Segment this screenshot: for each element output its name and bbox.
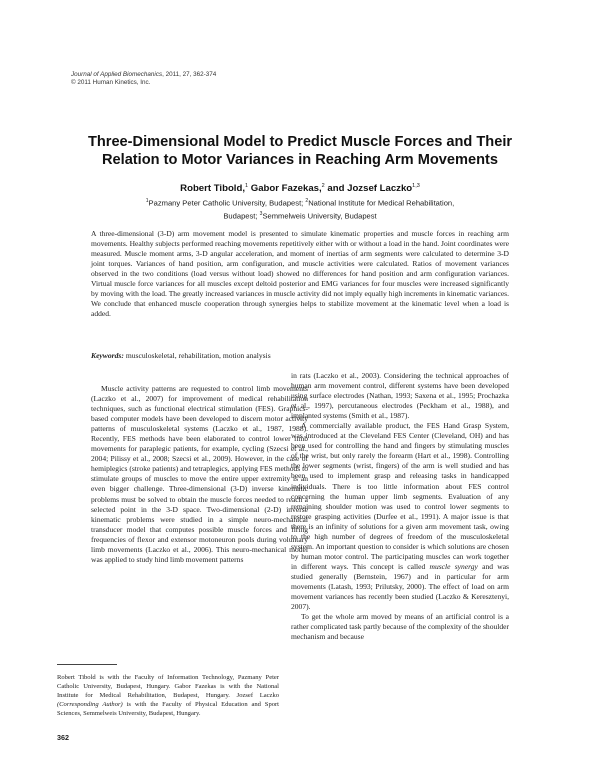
copyright: © 2011 Human Kinetics, Inc. xyxy=(71,79,151,87)
author-list xyxy=(60,183,540,194)
affiliations xyxy=(100,196,500,221)
keywords xyxy=(91,351,509,360)
abstract: A three-dimensional (3-D) arm movement model is presented to simulate kinematic properties and muscle forces in reaching arm movements. Healthy subjects performed reaching movements repetitively either with or without a load in the hand. Joint coordinates were measured. Muscle moment arms, 3-D angular acceleration, and moment of inertias of arm segments were calculated to determine 3-D joint torques. Variances of hand position, arm configuration, and muscle activities were calculated. Ratios of movement variances observed in the two conditions (load versus without load) showed no differences for hand position and arm configuration variances. Virtual muscle force variances for all muscles except deltoid posterior and EMG variances for four muscles were increased significantly by moving with the load. The greatly increased variances in muscle activity did not imply equally high increments in kinematic variances. We conclude that enhanced muscle cooperation through synergies helps to stabilize movement at the kinematic level when a load is added. xyxy=(91,229,509,319)
affil-sup-2: 2 xyxy=(305,198,309,204)
title-line-2: Relation to Motor Variances in Reaching Arm Movements xyxy=(101,152,498,168)
right-paragraph-2b: and was studied generally (Bernstein, 1967) and in particular for arm movements (Latash, 1993; Prilutsky, 2000). The effect of load on arm movement variances has recently been studied (Laczko & Keresztenyi, 2007). xyxy=(291,561,509,612)
keywords-label: Keywords: xyxy=(91,351,124,360)
footnote-rule xyxy=(57,664,117,665)
right-paragraph-2a: A commercially available product, the FES Hand Grasp System, was introduced at the Cleveland FES Center (Cleveland, OH) and has been used for controlling the hand and fingers by stimulating muscles of the wrist, but only rarely the forearm (Hart et al., 1998). Controlling the lower segments (wrist, fingers) of the arm is well studied and has been used to implement grasp and releasing tasks in handicapped individuals. There is too little information about FES control concerning the human upper limb segments. Evaluation of any remaining shoulder motion was used to control lower segments to restore grasping activities (Durfee et al., 1991). A major issue is that there is an infinity of solutions for a given arm movement task, owing to the high number of degrees of freedom of the musculoskeletal system. An important question to consider is which solutions are chosen by human motor control. The participating muscles can work together in different ways. This concept is called xyxy=(291,421,509,571)
page-number: 362 xyxy=(57,733,69,742)
author-footnote xyxy=(57,673,279,718)
journal-name: Journal of Applied Biomechanics xyxy=(71,71,163,78)
affiliation-line-2 xyxy=(100,209,500,222)
muscle-synergy-term: muscle synergy xyxy=(429,561,478,571)
footnote-part-2: is with the Faculty of Physical Education and Sport Sciences, Semmelweis University, Budapest, Hungary. xyxy=(57,701,279,717)
left-column xyxy=(91,384,308,565)
author-2: Gabor Fazekas, xyxy=(250,183,322,195)
corresponding-author-label: (Corresponding Author) xyxy=(57,701,123,708)
affil-sup-3: 3 xyxy=(259,210,263,217)
right-paragraph-2 xyxy=(291,421,509,612)
affiliation-1: Pazmany Peter Catholic University, Budapest; xyxy=(148,198,304,208)
title-line-1: Three-Dimensional Model to Predict Muscle Forces and Their xyxy=(87,134,513,150)
footnote-part-1: Robert Tibold is with the Faculty of Information Technology, Pazmany Peter Catholic University, Budapest, Hungary. Gabor Fazekas is with the National Institute for Medical Rehabilitation, Budapest, Hungary. Jozsef Laczko xyxy=(57,674,279,699)
left-paragraph-1: Muscle activity patterns are requested to control limb movements (Laczko et al., 2007) for improvement of medical rehabilitation techniques, such as functional electrical stimulation (FES). Graphics-based computer models have been developed to discern motor activity patterns of musculoskeletal systems (Laczko et al., 1987, 1988). Recently, FES methods have been elaborated to control lower limb movements for paraplegic patients, for example, cycling (Szecsi et al., 2004; Pilissy et al., 2008; Szecsi et al., 2009). However, in the case of hemiplegics (stroke patients) and tetraplegics, applying FES methods to stimulate groups of muscles to move the entire upper extremity is an even bigger challenge. Three-dimensional (3-D) inverse kinematic problems must be solved to obtain the muscle forces needed to reach a selected point in the 3-D space. Two-dimensional (2-D) inverse kinematic problems were studied in a simple neuro-mechanical transducer model that computes possible muscle forces and firing frequencies of flexor and extensor motoneuron pools during voluntary limb movements (Laczko et al., 2006). This neuro-mechanical model was applied to study hind limb movement patterns xyxy=(91,384,308,564)
author-1-sup: 1 xyxy=(245,183,249,189)
author-2-sup: 2 xyxy=(321,183,325,189)
keywords-text: musculoskeletal, rehabilitation, motion analysis xyxy=(125,351,271,360)
right-paragraph-1: in rats (Laczko et al., 2003). Considering the technical approaches of human arm movement control, different systems have been developed using surface electrodes (Nathan, 1993; Saxena et al., 1995; Prochazka et al., 1997), percutaneous electrodes (Peckham et al., 1988), and implanted systems (Smith et al., 1987). xyxy=(291,371,509,421)
author-3: and Jozsef Laczko xyxy=(327,183,413,195)
right-paragraph-3: To get the whole arm moved by means of an artificial control is a rather complicated task partly because of the complexity of the shoulder mechanism and because xyxy=(291,612,509,642)
right-column xyxy=(291,371,509,642)
author-3-sup: 1,3 xyxy=(412,183,420,189)
journal-header xyxy=(71,71,216,88)
author-1: Robert Tibold, xyxy=(180,183,245,195)
affiliation-2: National Institute for Medical Rehabilitation, xyxy=(308,198,455,208)
paper-title xyxy=(60,133,540,169)
affiliation-line-1 xyxy=(100,196,500,209)
affil-sup-1: 1 xyxy=(145,198,149,204)
affiliation-2b: Budapest; xyxy=(223,211,258,221)
journal-issue: , 2011, 27, 362-374 xyxy=(162,71,217,78)
affiliation-3: Semmelweis University, Budapest xyxy=(262,211,377,221)
